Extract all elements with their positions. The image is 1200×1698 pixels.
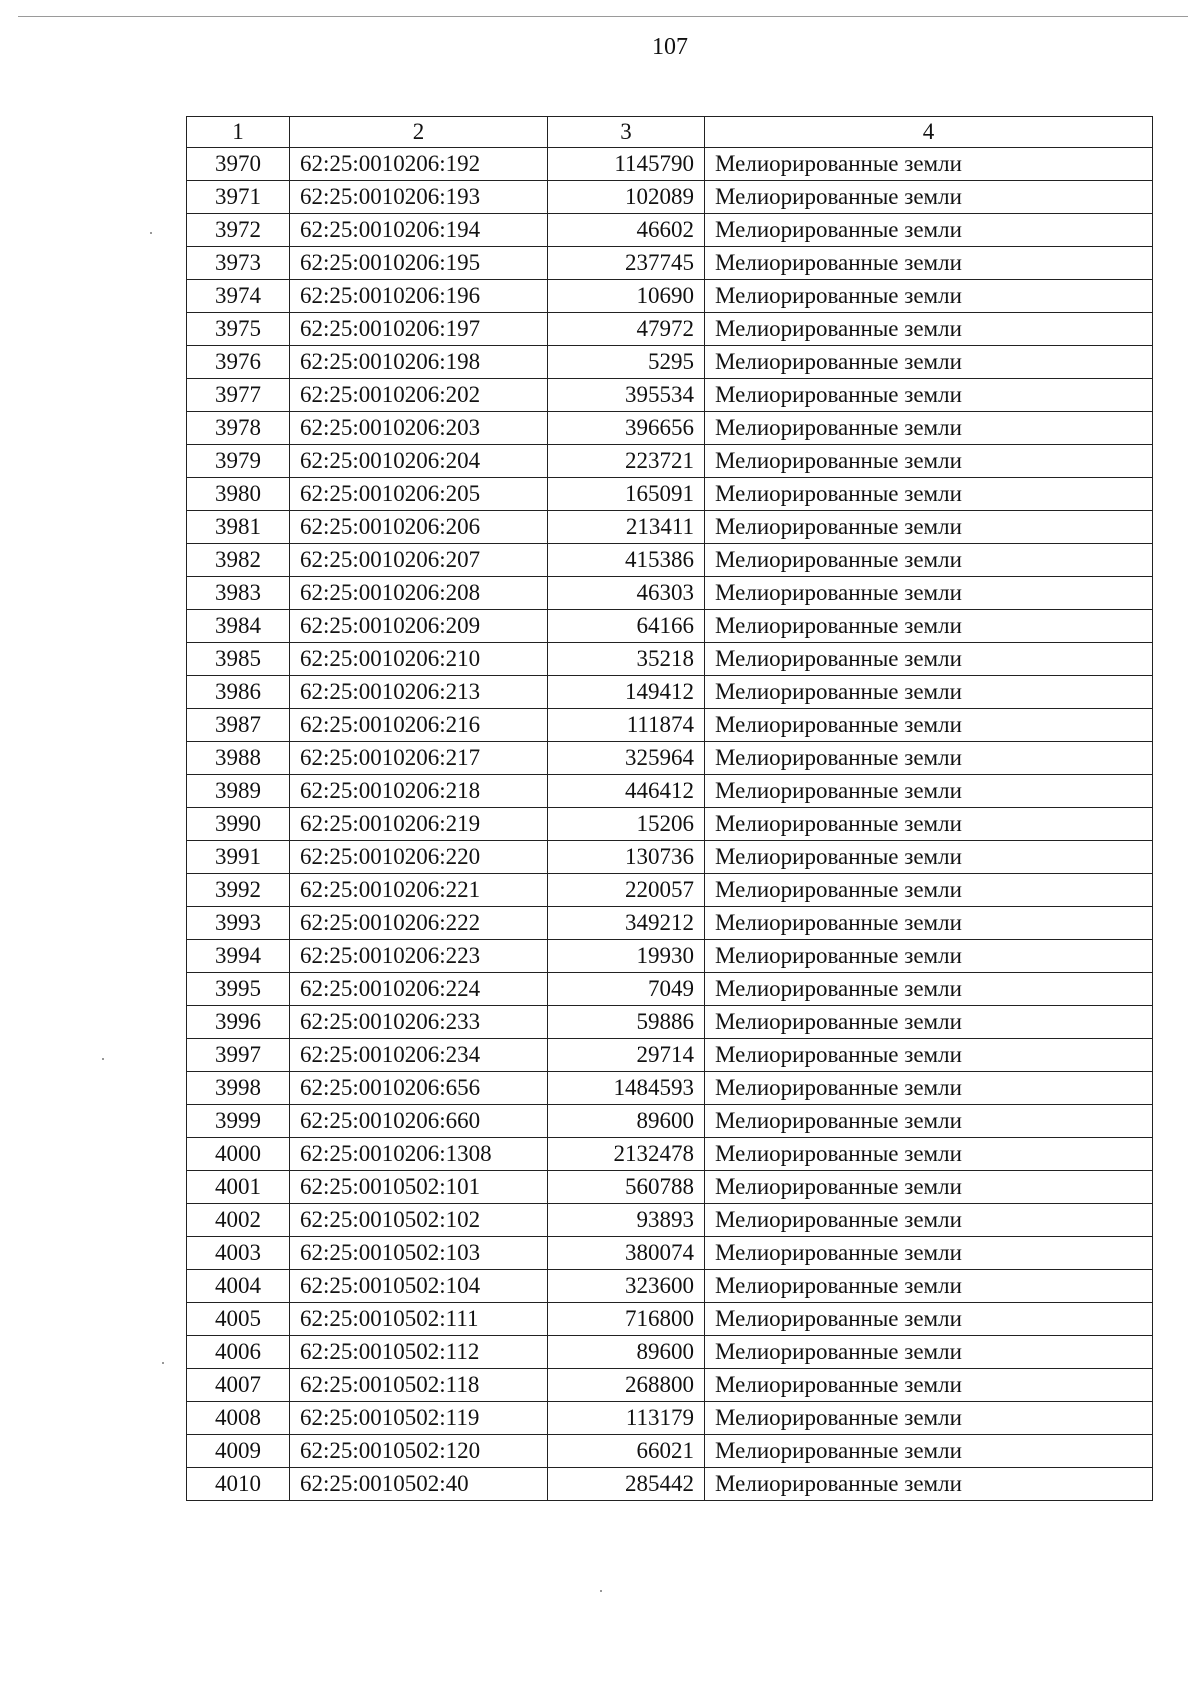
cadastral-number: 62:25:0010206:194	[290, 214, 548, 247]
cadastral-number: 62:25:0010502:112	[290, 1336, 548, 1369]
table-row	[187, 643, 1153, 676]
cadastral-number: 62:25:0010206:233	[290, 1006, 548, 1039]
land-type: Мелиорированные земли	[705, 1237, 1153, 1270]
table-row	[187, 940, 1153, 973]
table-row	[187, 1468, 1153, 1501]
table-row	[187, 1402, 1153, 1435]
land-type: Мелиорированные земли	[705, 808, 1153, 841]
land-type: Мелиорированные земли	[705, 346, 1153, 379]
cadastral-number: 62:25:0010206:197	[290, 313, 548, 346]
cadastral-number: 62:25:0010502:104	[290, 1270, 548, 1303]
table-row	[187, 808, 1153, 841]
table-row	[187, 1303, 1153, 1336]
table-row	[187, 676, 1153, 709]
row-number: 3994	[187, 940, 290, 973]
land-type: Мелиорированные земли	[705, 1402, 1153, 1435]
land-registry-table	[186, 116, 1153, 1501]
table-row	[187, 1105, 1153, 1138]
area-value: 213411	[548, 511, 705, 544]
cadastral-number: 62:25:0010206:206	[290, 511, 548, 544]
table-row	[187, 511, 1153, 544]
land-type: Мелиорированные земли	[705, 940, 1153, 973]
row-number: 4008	[187, 1402, 290, 1435]
area-value: 7049	[548, 973, 705, 1006]
table-row	[187, 379, 1153, 412]
land-type: Мелиорированные земли	[705, 1072, 1153, 1105]
row-number: 3992	[187, 874, 290, 907]
area-value: 268800	[548, 1369, 705, 1402]
row-number: 3990	[187, 808, 290, 841]
area-value: 1484593	[548, 1072, 705, 1105]
land-type: Мелиорированные земли	[705, 247, 1153, 280]
land-type: Мелиорированные земли	[705, 148, 1153, 181]
land-type: Мелиорированные земли	[705, 1171, 1153, 1204]
table-row	[187, 1171, 1153, 1204]
table-row	[187, 1336, 1153, 1369]
row-number: 3997	[187, 1039, 290, 1072]
area-value: 89600	[548, 1105, 705, 1138]
table-row	[187, 742, 1153, 775]
area-value: 66021	[548, 1435, 705, 1468]
header-row	[187, 117, 1153, 148]
area-value: 93893	[548, 1204, 705, 1237]
cadastral-number: 62:25:0010206:656	[290, 1072, 548, 1105]
row-number: 3989	[187, 775, 290, 808]
cadastral-number: 62:25:0010502:120	[290, 1435, 548, 1468]
area-value: 46602	[548, 214, 705, 247]
area-value: 165091	[548, 478, 705, 511]
area-value: 223721	[548, 445, 705, 478]
area-value: 323600	[548, 1270, 705, 1303]
cadastral-number: 62:25:0010206:208	[290, 577, 548, 610]
row-number: 3981	[187, 511, 290, 544]
land-type: Мелиорированные земли	[705, 1138, 1153, 1171]
row-number: 3998	[187, 1072, 290, 1105]
row-number: 4006	[187, 1336, 290, 1369]
land-type: Мелиорированные земли	[705, 709, 1153, 742]
area-value: 47972	[548, 313, 705, 346]
land-type: Мелиорированные земли	[705, 742, 1153, 775]
table-row	[187, 775, 1153, 808]
area-value: 220057	[548, 874, 705, 907]
cadastral-number: 62:25:0010502:40	[290, 1468, 548, 1501]
land-type: Мелиорированные земли	[705, 181, 1153, 214]
cadastral-number: 62:25:0010206:220	[290, 841, 548, 874]
table-row	[187, 1270, 1153, 1303]
area-value: 446412	[548, 775, 705, 808]
row-number: 3984	[187, 610, 290, 643]
scan-speck	[150, 232, 152, 234]
row-number: 3987	[187, 709, 290, 742]
cadastral-number: 62:25:0010206:196	[290, 280, 548, 313]
table-row	[187, 1435, 1153, 1468]
row-number: 3999	[187, 1105, 290, 1138]
row-number: 4003	[187, 1237, 290, 1270]
table-row	[187, 214, 1153, 247]
table-row	[187, 280, 1153, 313]
row-number: 3976	[187, 346, 290, 379]
cadastral-number: 62:25:0010206:213	[290, 676, 548, 709]
cadastral-number: 62:25:0010502:102	[290, 1204, 548, 1237]
page-number: 107	[652, 34, 688, 60]
area-value: 380074	[548, 1237, 705, 1270]
land-type: Мелиорированные земли	[705, 313, 1153, 346]
scan-speck	[600, 1590, 602, 1592]
table-row	[187, 1237, 1153, 1270]
table-row	[187, 313, 1153, 346]
land-type: Мелиорированные земли	[705, 1105, 1153, 1138]
row-number: 3996	[187, 1006, 290, 1039]
table-row	[187, 1369, 1153, 1402]
cadastral-number: 62:25:0010502:111	[290, 1303, 548, 1336]
land-type: Мелиорированные земли	[705, 478, 1153, 511]
table-row	[187, 610, 1153, 643]
page-top-edge	[18, 16, 1188, 17]
cadastral-number: 62:25:0010206:192	[290, 148, 548, 181]
area-value: 716800	[548, 1303, 705, 1336]
cadastral-number: 62:25:0010502:119	[290, 1402, 548, 1435]
table-row	[187, 247, 1153, 280]
cadastral-number: 62:25:0010206:195	[290, 247, 548, 280]
land-type: Мелиорированные земли	[705, 1303, 1153, 1336]
area-value: 64166	[548, 610, 705, 643]
area-value: 19930	[548, 940, 705, 973]
area-value: 89600	[548, 1336, 705, 1369]
column-header-3: 3	[548, 117, 705, 148]
area-value: 102089	[548, 181, 705, 214]
scan-speck	[102, 1058, 104, 1060]
area-value: 395534	[548, 379, 705, 412]
area-value: 560788	[548, 1171, 705, 1204]
land-type: Мелиорированные земли	[705, 874, 1153, 907]
row-number: 3975	[187, 313, 290, 346]
cadastral-number: 62:25:0010206:205	[290, 478, 548, 511]
land-type: Мелиорированные земли	[705, 643, 1153, 676]
row-number: 3988	[187, 742, 290, 775]
area-value: 10690	[548, 280, 705, 313]
land-type: Мелиорированные земли	[705, 544, 1153, 577]
row-number: 3995	[187, 973, 290, 1006]
cadastral-number: 62:25:0010206:218	[290, 775, 548, 808]
land-type: Мелиорированные земли	[705, 280, 1153, 313]
land-type: Мелиорированные земли	[705, 577, 1153, 610]
table-row	[187, 577, 1153, 610]
land-type: Мелиорированные земли	[705, 1369, 1153, 1402]
area-value: 15206	[548, 808, 705, 841]
cadastral-number: 62:25:0010206:221	[290, 874, 548, 907]
land-type: Мелиорированные земли	[705, 1336, 1153, 1369]
cadastral-number: 62:25:0010206:224	[290, 973, 548, 1006]
table-row	[187, 874, 1153, 907]
land-type: Мелиорированные земли	[705, 214, 1153, 247]
area-value: 130736	[548, 841, 705, 874]
land-type: Мелиорированные земли	[705, 1006, 1153, 1039]
land-type: Мелиорированные земли	[705, 412, 1153, 445]
cadastral-number: 62:25:0010206:660	[290, 1105, 548, 1138]
table-row	[187, 478, 1153, 511]
row-number: 4004	[187, 1270, 290, 1303]
area-value: 415386	[548, 544, 705, 577]
table-row	[187, 1072, 1153, 1105]
area-value: 2132478	[548, 1138, 705, 1171]
land-type: Мелиорированные земли	[705, 511, 1153, 544]
land-type: Мелиорированные земли	[705, 1204, 1153, 1237]
row-number: 3971	[187, 181, 290, 214]
row-number: 3977	[187, 379, 290, 412]
table-body	[187, 148, 1153, 1501]
row-number: 4007	[187, 1369, 290, 1402]
land-type: Мелиорированные земли	[705, 1039, 1153, 1072]
area-value: 29714	[548, 1039, 705, 1072]
row-number: 4001	[187, 1171, 290, 1204]
land-type: Мелиорированные земли	[705, 973, 1153, 1006]
area-value: 113179	[548, 1402, 705, 1435]
row-number: 3991	[187, 841, 290, 874]
cadastral-number: 62:25:0010206:193	[290, 181, 548, 214]
table-row	[187, 181, 1153, 214]
land-type: Мелиорированные земли	[705, 445, 1153, 478]
row-number: 3978	[187, 412, 290, 445]
row-number: 3972	[187, 214, 290, 247]
area-value: 1145790	[548, 148, 705, 181]
row-number: 3970	[187, 148, 290, 181]
area-value: 111874	[548, 709, 705, 742]
cadastral-number: 62:25:0010206:217	[290, 742, 548, 775]
row-number: 4009	[187, 1435, 290, 1468]
cadastral-number: 62:25:0010206:222	[290, 907, 548, 940]
area-value: 349212	[548, 907, 705, 940]
cadastral-number: 62:25:0010206:219	[290, 808, 548, 841]
cadastral-number: 62:25:0010502:118	[290, 1369, 548, 1402]
land-type: Мелиорированные земли	[705, 1270, 1153, 1303]
row-number: 3985	[187, 643, 290, 676]
area-value: 396656	[548, 412, 705, 445]
cadastral-number: 62:25:0010206:202	[290, 379, 548, 412]
table-row	[187, 907, 1153, 940]
land-type: Мелиорированные земли	[705, 907, 1153, 940]
table-row	[187, 1006, 1153, 1039]
area-value: 46303	[548, 577, 705, 610]
land-type: Мелиорированные земли	[705, 1468, 1153, 1501]
table-row	[187, 445, 1153, 478]
table-row	[187, 148, 1153, 181]
cadastral-number: 62:25:0010206:204	[290, 445, 548, 478]
table-row	[187, 841, 1153, 874]
row-number: 3983	[187, 577, 290, 610]
cadastral-number: 62:25:0010206:198	[290, 346, 548, 379]
cadastral-number: 62:25:0010502:101	[290, 1171, 548, 1204]
cadastral-number: 62:25:0010206:207	[290, 544, 548, 577]
land-type: Мелиорированные земли	[705, 841, 1153, 874]
table-row	[187, 544, 1153, 577]
area-value: 325964	[548, 742, 705, 775]
table-row	[187, 1138, 1153, 1171]
table-row	[187, 709, 1153, 742]
cadastral-number: 62:25:0010206:216	[290, 709, 548, 742]
cadastral-number: 62:25:0010206:203	[290, 412, 548, 445]
land-type: Мелиорированные земли	[705, 610, 1153, 643]
table-row	[187, 412, 1153, 445]
row-number: 4000	[187, 1138, 290, 1171]
column-header-2: 2	[290, 117, 548, 148]
table-row	[187, 1039, 1153, 1072]
row-number: 3973	[187, 247, 290, 280]
cadastral-number: 62:25:0010206:209	[290, 610, 548, 643]
cadastral-number: 62:25:0010206:234	[290, 1039, 548, 1072]
row-number: 4005	[187, 1303, 290, 1336]
land-type: Мелиорированные земли	[705, 379, 1153, 412]
cadastral-number: 62:25:0010206:223	[290, 940, 548, 973]
area-value: 237745	[548, 247, 705, 280]
table-row	[187, 1204, 1153, 1237]
table-row	[187, 346, 1153, 379]
land-type: Мелиорированные земли	[705, 676, 1153, 709]
row-number: 3986	[187, 676, 290, 709]
land-type: Мелиорированные земли	[705, 1435, 1153, 1468]
row-number: 3974	[187, 280, 290, 313]
area-value: 35218	[548, 643, 705, 676]
column-header-1: 1	[187, 117, 290, 148]
area-value: 59886	[548, 1006, 705, 1039]
cadastral-number: 62:25:0010206:210	[290, 643, 548, 676]
cadastral-number: 62:25:0010206:1308	[290, 1138, 548, 1171]
row-number: 3979	[187, 445, 290, 478]
table-row	[187, 973, 1153, 1006]
row-number: 3982	[187, 544, 290, 577]
area-value: 5295	[548, 346, 705, 379]
scan-speck	[162, 1362, 164, 1364]
column-header-4: 4	[705, 117, 1153, 148]
area-value: 285442	[548, 1468, 705, 1501]
row-number: 3980	[187, 478, 290, 511]
row-number: 3993	[187, 907, 290, 940]
table-header	[187, 117, 1153, 148]
row-number: 4010	[187, 1468, 290, 1501]
land-type: Мелиорированные земли	[705, 775, 1153, 808]
area-value: 149412	[548, 676, 705, 709]
row-number: 4002	[187, 1204, 290, 1237]
cadastral-number: 62:25:0010502:103	[290, 1237, 548, 1270]
